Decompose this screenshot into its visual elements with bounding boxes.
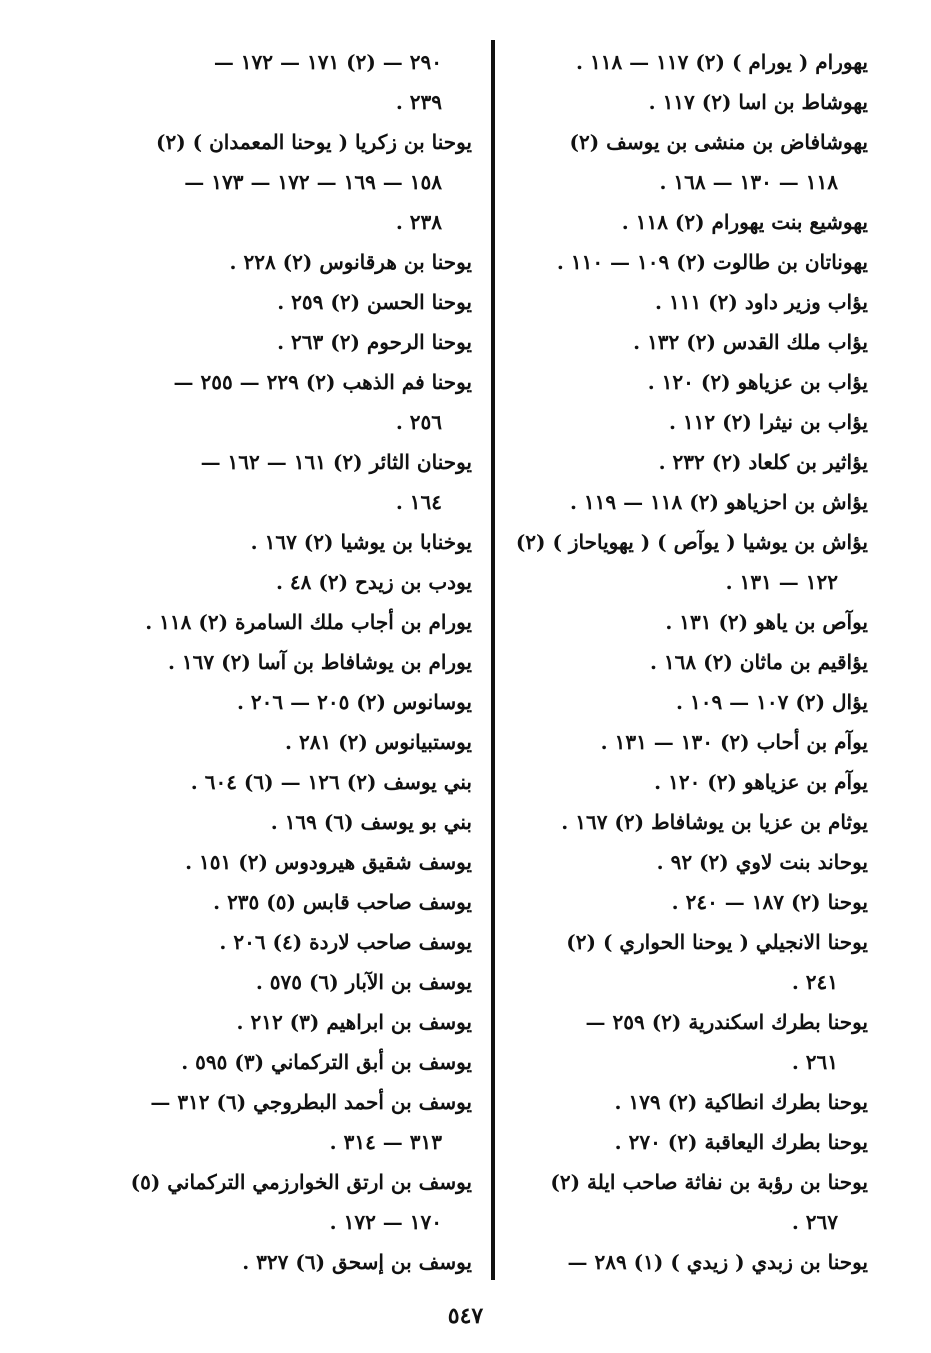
index-entry: يوسف بن أبق التركماني (٣) ٥٩٥ . xyxy=(181,1050,472,1074)
index-entry: يهوشيع بنت يهورام (٢) ١١٨ . xyxy=(621,210,868,234)
index-entry: يوحنا بطرك اليعاقبة (٢) ٢٧٠ . xyxy=(614,1130,868,1154)
index-entry: يورام بن يوشافاط بن آسا (٢) ١٦٧ . xyxy=(167,650,472,674)
index-entry: يوحنا بن رؤبة بن نفاثة صاحب ايلة (٢) xyxy=(550,1170,868,1194)
index-entry: يوستبيانوس (٢) ٢٨١ . xyxy=(285,730,472,754)
index-entry-continuation: ٢٩٠ — (٢) ١٧١ — ١٧٢ — xyxy=(213,50,442,74)
index-entry: يؤاقيم بن ماثان (٢) ١٦٨ . xyxy=(649,650,868,674)
index-entry: يؤاثير بن كلعاد (٢) ٢٣٢ . xyxy=(658,450,868,474)
index-entry-continuation: ١١٨ — ١٣٠ — ١٦٨ . xyxy=(659,170,838,194)
index-entry: يوسف صاحب قابس (٥) ٢٣٥ . xyxy=(213,890,472,914)
index-entry: يوحنا (٢) ١٨٧ — ٢٤٠ . xyxy=(671,890,868,914)
index-entry: يوخنابا بن يوشيا (٢) ١٦٧ . xyxy=(250,530,472,554)
index-entry: يوسف شقيق هيرودوس (٢) ١٥١ . xyxy=(185,850,472,874)
index-entry: يهوشافاض بن منشى بن يوسف (٢) xyxy=(569,130,868,154)
index-entry: يوحنا بطرك اسكندرية (٢) ٢٥٩ — xyxy=(585,1010,868,1034)
index-entry-continuation: ١٦٤ . xyxy=(395,490,442,514)
index-entry: يوسف بن أحمد البطروجي (٦) ٣١٢ — xyxy=(150,1090,472,1114)
index-entry: يورام بن أجاب ملك السامرة (٢) ١١٨ . xyxy=(145,610,472,634)
page-number: ٥٤٧ xyxy=(447,1303,484,1329)
index-entry-continuation: ٢٥٦ . xyxy=(395,410,442,434)
right-column xyxy=(516,42,868,1282)
index-entry: يوآص بن ياهو (٢) ١٣١ . xyxy=(665,610,868,634)
index-entry: يوحنا بطرك انطاكية (٢) ١٧٩ . xyxy=(614,1090,868,1114)
index-entry: يؤال (٢) ١٠٧ — ١٠٩ . xyxy=(676,690,868,714)
index-entry: يؤاب ملك القدس (٢) ١٣٢ . xyxy=(633,330,868,354)
index-entry: بني بو يوسف (٦) ١٦٩ . xyxy=(270,810,472,834)
index-entry: يؤاب بن عزياهو (٢) ١٢٠ . xyxy=(647,370,868,394)
index-entry: يهوشاط بن اسا (٢) ١١٧ . xyxy=(648,90,868,114)
index-entry-continuation: ٢٣٨ . xyxy=(395,210,442,234)
index-entry: بني يوسف (٢) ١٢٦ — (٦) ٦٠٤ . xyxy=(190,770,472,794)
index-entry: يوسف صاحب لاردة (٤) ٢٠٦ . xyxy=(219,930,472,954)
index-entry: يوآم بن عزياهو (٢) ١٢٠ . xyxy=(654,770,868,794)
index-entry: يوحنا بن زكريا ( يوحنا المعمدان ) (٢) xyxy=(156,130,472,154)
index-entry-continuation: ٢٦١ . xyxy=(791,1050,838,1074)
index-entry-continuation: ٣١٣ — ٣١٤ . xyxy=(329,1130,442,1154)
index-entry-continuation: ١٥٨ — ١٦٩ — ١٧٢ — ١٧٣ — xyxy=(184,170,442,194)
index-entry: يوحنا بن زبدي ( زيدي ) (١) ٢٨٩ — xyxy=(567,1250,868,1274)
index-entry: يوحاند بنت لاوي (٢) ٩٢ . xyxy=(656,850,868,874)
index-entry: يوثام بن عزيا بن يوشافاط (٢) ١٦٧ . xyxy=(561,810,868,834)
index-entry: يوآم بن أحاب (٢) ١٣٠ — ١٣١ . xyxy=(600,730,868,754)
index-entry-continuation: ٢٦٧ . xyxy=(791,1210,838,1234)
index-entry: يوحنا بن هرقانوس (٢) ٢٢٨ . xyxy=(229,250,472,274)
index-entry: يوحنا الانجيلي ( يوحنا الحواري ) (٢) xyxy=(566,930,868,954)
index-entry: يؤاش بن يوشيا ( يوآص ) ( يهوياحاز ) (٢) xyxy=(516,530,868,554)
index-entry: يوسف بن ارتق الخوارزمي التركماني (٥) xyxy=(130,1170,472,1194)
index-entry: يؤاب وزير داود (٢) ١١١ . xyxy=(655,290,868,314)
index-entry-continuation: ٢٣٩ . xyxy=(395,90,442,114)
index-entry-continuation: ٢٤١ . xyxy=(791,970,838,994)
index-entry: يوحنا الرحوم (٢) ٢٦٣ . xyxy=(277,330,472,354)
index-entry: يؤاش بن احزياهو (٢) ١١٨ — ١١٩ . xyxy=(569,490,868,514)
index-entry: يهورام ( يورام ) (٢) ١١٧ — ١١٨ . xyxy=(576,50,868,74)
left-column xyxy=(120,42,472,1282)
index-entry: يوحنا فم الذهب (٢) ٢٢٩ — ٢٥٥ — xyxy=(173,370,472,394)
index-entry: يوحنان الثائر (٢) ١٦١ — ١٦٢ — xyxy=(200,450,472,474)
index-entry: يوسف بن ابراهيم (٣) ٢١٢ . xyxy=(236,1010,472,1034)
index-entry: يوسانوس (٢) ٢٠٥ — ٢٠٦ . xyxy=(236,690,472,714)
index-entry: يؤاب بن نيثرا (٢) ١١٢ . xyxy=(668,410,868,434)
index-entry: يوسف بن الآبار (٦) ٥٧٥ . xyxy=(255,970,472,994)
index-entry-continuation: ١٧٠ — ١٧٢ . xyxy=(329,1210,442,1234)
index-entry: يودب بن زيدح (٢) ٤٨ . xyxy=(275,570,472,594)
column-divider xyxy=(491,40,495,1280)
index-entry: يهوناتان بن طالوت (٢) ١٠٩ — ١١٠ . xyxy=(556,250,868,274)
index-entry-continuation: ١٢٢ — ١٣١ . xyxy=(725,570,838,594)
index-entry: يوحنا الحسن (٢) ٢٥٩ . xyxy=(277,290,472,314)
index-entry: يوسف بن إسحق (٦) ٣٢٧ . xyxy=(242,1250,472,1274)
